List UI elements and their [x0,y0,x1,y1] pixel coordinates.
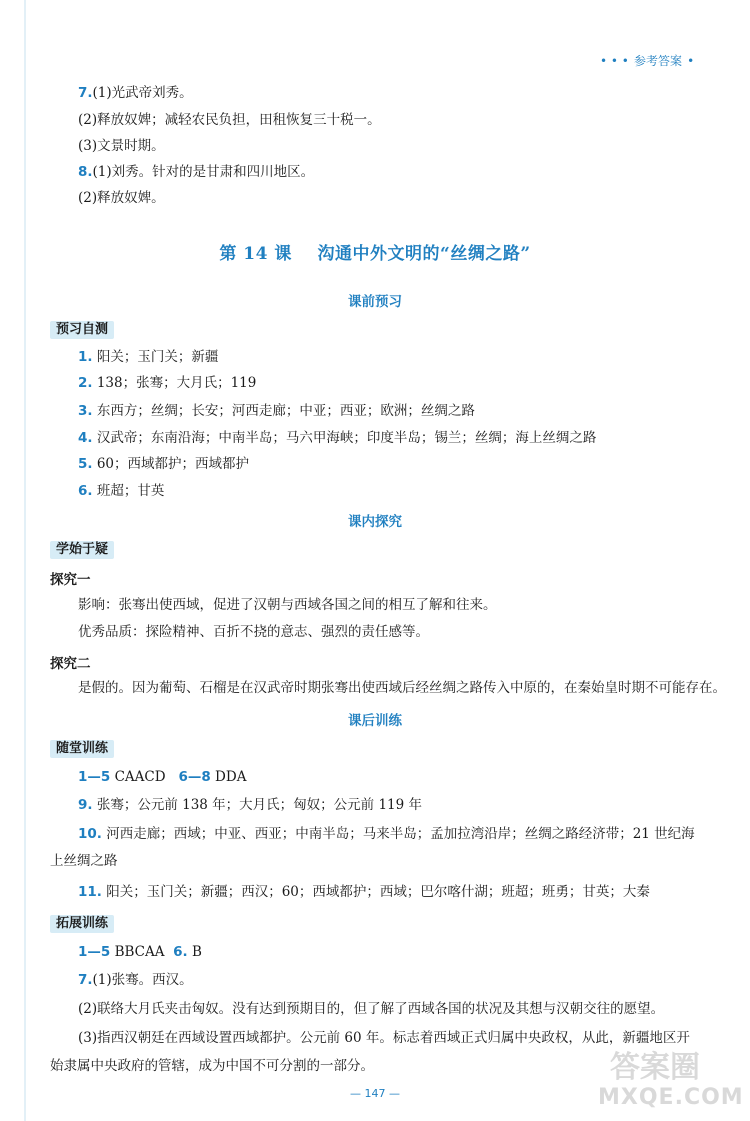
tag-preview-selftest: 预习自测 [50,321,114,339]
s3-q7-line2: (2)联络大月氏夹击匈奴。没有达到预期目的，但了解了西域各国的状况及其想与汉朝交往的愿望。 [78,1001,665,1017]
tag-learn-from-doubt: 学始于疑 [50,541,114,559]
s3-q10-line2: 上丝绸之路 [50,853,118,869]
prev-q7-line2: (2)释放奴婢；减轻农民负担，田租恢复三十税一。 [78,112,381,128]
section-title-preview: 课前预习 [348,294,402,310]
prev-q7-line3: (3)文景时期。 [78,138,165,154]
page-header [600,50,694,69]
header-dots-icon: • • • [600,54,629,68]
explore-one-quality: 优秀品质：探险精神、百折不挠的意志、强烈的责任感等。 [78,624,429,640]
s1-item-3: 3. 东西方；丝绸；长安；河西走廊；中亚；西亚；欧洲；丝绸之路 [78,403,475,419]
explore-two-answer: 是假的。因为葡萄、石榴是在汉武帝时期张骞出使西域后经丝绸之路传入中原的，在秦始皇时期不可能存在。 [78,680,726,696]
tag-inclass-practice: 随堂训练 [50,740,114,758]
s1-item-5: 5. 60；西域都护；西域都护 [78,456,250,472]
prev-q8-line1: 8.(1)刘秀。针对的是甘肃和四川地区。 [78,164,315,180]
prev-q7-line1: 7.(1)光武帝刘秀。 [78,85,193,101]
s3-q7-line1: 7.(1)张骞。西汉。 [78,972,193,988]
question-number: 8. [78,164,93,180]
section-title-inclass: 课内探究 [348,514,402,530]
prev-q8-line2: (2)释放奴婢。 [78,190,165,206]
s3-q9: 9. 张骞；公元前 138 年；大月氏；匈奴；公元前 119 年 [78,797,423,813]
watermark-logo-top: 答案圈 [610,1050,700,1085]
header-label: 参考答案 [633,54,682,68]
s3-mc-row1: 1—5 CAACD 6—8 DDA [78,769,247,785]
s3-q7-line4: 始隶属中央政府的管辖，成为中国不可分割的一部分。 [50,1058,374,1074]
left-margin-rule [24,0,26,1121]
s1-item-6: 6. 班超；甘英 [78,483,165,499]
question-number: 7. [78,85,93,101]
explore-one-influence: 影响：张骞出使西域，促进了汉朝与西域各国之间的相互了解和往来。 [78,597,497,613]
s1-item-2: 2. 138；张骞；大月氏；119 [78,375,257,391]
s1-item-1: 1. 阳关；玉门关；新疆 [78,349,219,365]
s3-q7-line3: (3)指西汉朝廷在西域设置西域都护。公元前 60 年。标志着西域正式归属中央政权，从此，新疆地区开 [78,1030,690,1046]
watermark-logo-bottom: MXQE.COM [598,1085,744,1110]
page-number: — 147 — [350,1087,400,1100]
s3-mc-row2: 1—5 BBCAA 6. B [78,944,202,960]
explore-two-label: 探究二 [50,656,91,672]
lesson-title: 第 14 课 沟通中外文明的“丝绸之路” [219,244,531,264]
tag-extension-practice: 拓展训练 [50,915,114,933]
s3-q10-line1: 10. 河西走廊；西域；中亚、西亚；中南半岛；马来半岛；孟加拉湾沿岸；丝绸之路经济带；21 世纪海 [78,826,695,842]
s3-q11: 11. 阳关；玉门关；新疆；西汉；60；西域都护；西域；巴尔喀什湖；班超；班勇；甘英；大秦 [78,884,650,900]
section-title-after: 课后训练 [348,713,402,729]
header-tail-dot-icon: • [687,54,695,68]
explore-one-label: 探究一 [50,572,91,588]
s1-item-4: 4. 汉武帝；东南沿海；中南半岛；马六甲海峡；印度半岛；锡兰；丝绸；海上丝绸之路 [78,430,597,446]
